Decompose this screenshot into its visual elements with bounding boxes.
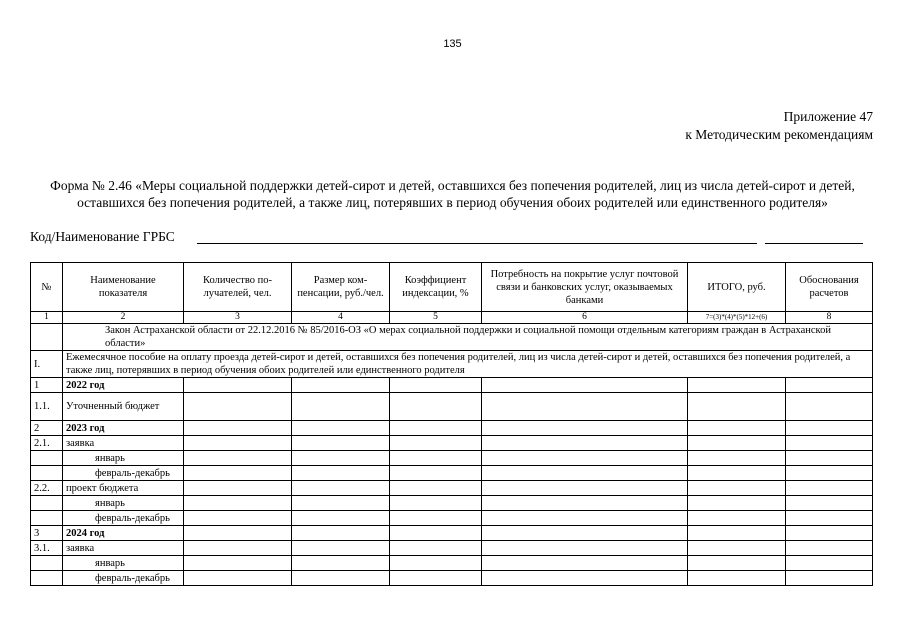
value-cell[interactable] [482, 481, 688, 496]
value-cell[interactable] [292, 511, 390, 526]
appendix-note [685, 108, 873, 144]
value-cell[interactable] [688, 511, 786, 526]
value-cell[interactable] [292, 481, 390, 496]
value-cell[interactable] [482, 571, 688, 586]
value-cell[interactable] [688, 421, 786, 436]
row-number: 2.2. [31, 481, 63, 496]
row-label: проект бюджета [63, 481, 184, 496]
value-cell[interactable] [688, 436, 786, 451]
value-cell[interactable] [184, 378, 292, 393]
value-cell[interactable] [688, 466, 786, 481]
value-cell[interactable] [786, 481, 873, 496]
value-cell[interactable] [292, 451, 390, 466]
value-cell[interactable] [292, 526, 390, 541]
grbs-field [30, 229, 880, 247]
grbs-name-blank[interactable] [197, 243, 757, 244]
section-text: Ежемесячное пособие на оплату проезда детей-сирот и детей, оставшихся без попечения родителей, лиц из числа детей-сирот и детей, оставшихся без попечения родителей, а также лиц, потерявших в период обучения обоих родителей или единственного родителя [63, 351, 873, 378]
column-number: 1 [31, 312, 63, 324]
row-number [31, 556, 63, 571]
value-cell[interactable] [482, 541, 688, 556]
value-cell[interactable] [482, 466, 688, 481]
col-header-recipients: Количество по-лучателей, чел. [184, 263, 292, 312]
row-label: заявка [63, 541, 184, 556]
row-label: 2023 год [63, 421, 184, 436]
table-row [31, 481, 873, 496]
row-number [31, 466, 63, 481]
value-cell[interactable] [184, 436, 292, 451]
law-text: Закон Астраханской области от 22.12.2016 № 85/2016-ОЗ «О мерах социальной поддержки и социальной помощи отдельным категориям граждан в Астраханской области» [63, 324, 873, 351]
value-cell[interactable] [786, 393, 873, 421]
value-cell[interactable] [786, 556, 873, 571]
value-cell[interactable] [390, 378, 482, 393]
row-label: январь [63, 496, 184, 511]
value-cell[interactable] [390, 393, 482, 421]
table-row [31, 496, 873, 511]
row-label: январь [63, 556, 184, 571]
row-label: заявка [63, 436, 184, 451]
value-cell[interactable] [482, 451, 688, 466]
value-cell[interactable] [482, 511, 688, 526]
value-cell[interactable] [184, 556, 292, 571]
value-cell[interactable] [688, 393, 786, 421]
value-cell[interactable] [786, 526, 873, 541]
row-number: 1 [31, 378, 63, 393]
table-row [31, 466, 873, 481]
form-title: Форма № 2.46 «Меры социальной поддержки детей-сирот и детей, оставшихся без попечения родителей, лиц из числа детей-сирот и детей, оставшихся без попечения родителей, а также лиц, потерявших в период обучения обоих родителей или единственного родителя» [50, 178, 855, 210]
row-label: Уточненный бюджет [63, 393, 184, 421]
value-cell[interactable] [482, 556, 688, 571]
value-cell[interactable] [482, 496, 688, 511]
value-cell[interactable] [786, 571, 873, 586]
value-cell[interactable] [184, 526, 292, 541]
table-row [31, 378, 873, 393]
value-cell[interactable] [390, 571, 482, 586]
value-cell[interactable] [292, 556, 390, 571]
section-num: I. [31, 351, 63, 378]
value-cell[interactable] [786, 421, 873, 436]
value-cell[interactable] [184, 421, 292, 436]
row-number: 1.1. [31, 393, 63, 421]
column-number: 2 [63, 312, 184, 324]
value-cell[interactable] [184, 393, 292, 421]
value-cell[interactable] [688, 541, 786, 556]
value-cell[interactable] [292, 378, 390, 393]
value-cell[interactable] [482, 393, 688, 421]
value-cell[interactable] [688, 496, 786, 511]
row-number [31, 451, 63, 466]
value-cell[interactable] [292, 466, 390, 481]
value-cell[interactable] [390, 481, 482, 496]
table-row [31, 556, 873, 571]
value-cell[interactable] [292, 571, 390, 586]
value-cell[interactable] [482, 378, 688, 393]
value-cell[interactable] [688, 451, 786, 466]
value-cell[interactable] [390, 496, 482, 511]
value-cell[interactable] [482, 526, 688, 541]
value-cell[interactable] [292, 541, 390, 556]
appendix-line-2: к Методическим рекомендациям [685, 127, 873, 142]
row-label: февраль-декабрь [63, 466, 184, 481]
value-cell[interactable] [390, 436, 482, 451]
grbs-label: Код/Наименование ГРБС [30, 229, 175, 244]
row-label: февраль-декабрь [63, 571, 184, 586]
law-row [31, 324, 873, 351]
value-cell[interactable] [390, 511, 482, 526]
table-row [31, 526, 873, 541]
table-row [31, 421, 873, 436]
column-number: 7=(3)*(4)*(5)*12+(6) [688, 312, 786, 324]
value-cell[interactable] [786, 496, 873, 511]
page-number: 135 [443, 38, 462, 50]
row-number: 3.1. [31, 541, 63, 556]
value-cell[interactable] [390, 526, 482, 541]
col-header-total: ИТОГО, руб. [688, 263, 786, 312]
row-label: 2022 год [63, 378, 184, 393]
column-number: 8 [786, 312, 873, 324]
section-row [31, 351, 873, 378]
value-cell[interactable] [390, 466, 482, 481]
value-cell[interactable] [482, 436, 688, 451]
grbs-code-blank[interactable] [765, 243, 863, 244]
value-cell[interactable] [184, 496, 292, 511]
value-cell[interactable] [786, 451, 873, 466]
row-label: 2024 год [63, 526, 184, 541]
value-cell[interactable] [184, 571, 292, 586]
value-cell[interactable] [786, 436, 873, 451]
row-number [31, 571, 63, 586]
col-header-postal-need: Потребность на покрытие услуг почтовой связи и банковских услуг, оказываемых банками [482, 263, 688, 312]
value-cell[interactable] [390, 451, 482, 466]
value-cell[interactable] [688, 378, 786, 393]
value-cell[interactable] [184, 481, 292, 496]
value-cell[interactable] [688, 481, 786, 496]
column-number: 5 [390, 312, 482, 324]
col-header-indicator: Наименование показателя [63, 263, 184, 312]
value-cell[interactable] [482, 421, 688, 436]
table-row [31, 451, 873, 466]
data-table [30, 262, 873, 586]
value-cell[interactable] [786, 511, 873, 526]
table-row [31, 436, 873, 451]
value-cell[interactable] [786, 378, 873, 393]
row-number [31, 511, 63, 526]
value-cell[interactable] [390, 421, 482, 436]
value-cell[interactable] [390, 556, 482, 571]
value-cell[interactable] [292, 436, 390, 451]
table-row [31, 393, 873, 421]
column-number: 6 [482, 312, 688, 324]
row-number [31, 496, 63, 511]
value-cell[interactable] [786, 541, 873, 556]
value-cell[interactable] [184, 451, 292, 466]
value-cell[interactable] [390, 541, 482, 556]
column-number-row [31, 312, 873, 324]
law-num-cell [31, 324, 63, 351]
table-row [31, 541, 873, 556]
row-label: январь [63, 451, 184, 466]
value-cell[interactable] [688, 526, 786, 541]
row-number: 2 [31, 421, 63, 436]
column-number: 4 [292, 312, 390, 324]
col-header-index-coef: Коэффициент индексации, % [390, 263, 482, 312]
col-header-num: № [31, 263, 63, 312]
value-cell[interactable] [292, 421, 390, 436]
row-number: 3 [31, 526, 63, 541]
value-cell[interactable] [292, 393, 390, 421]
value-cell[interactable] [786, 466, 873, 481]
value-cell[interactable] [688, 571, 786, 586]
col-header-justification: Обоснования расчетов [786, 263, 873, 312]
column-number: 3 [184, 312, 292, 324]
value-cell[interactable] [688, 556, 786, 571]
value-cell[interactable] [292, 496, 390, 511]
table-row [31, 511, 873, 526]
value-cell[interactable] [184, 466, 292, 481]
appendix-line-1: Приложение 47 [783, 109, 873, 124]
col-header-compensation: Размер ком-пенсации, руб./чел. [292, 263, 390, 312]
row-label: февраль-декабрь [63, 511, 184, 526]
value-cell[interactable] [184, 541, 292, 556]
value-cell[interactable] [184, 511, 292, 526]
row-number: 2.1. [31, 436, 63, 451]
table-row [31, 571, 873, 586]
header-row [31, 263, 873, 312]
